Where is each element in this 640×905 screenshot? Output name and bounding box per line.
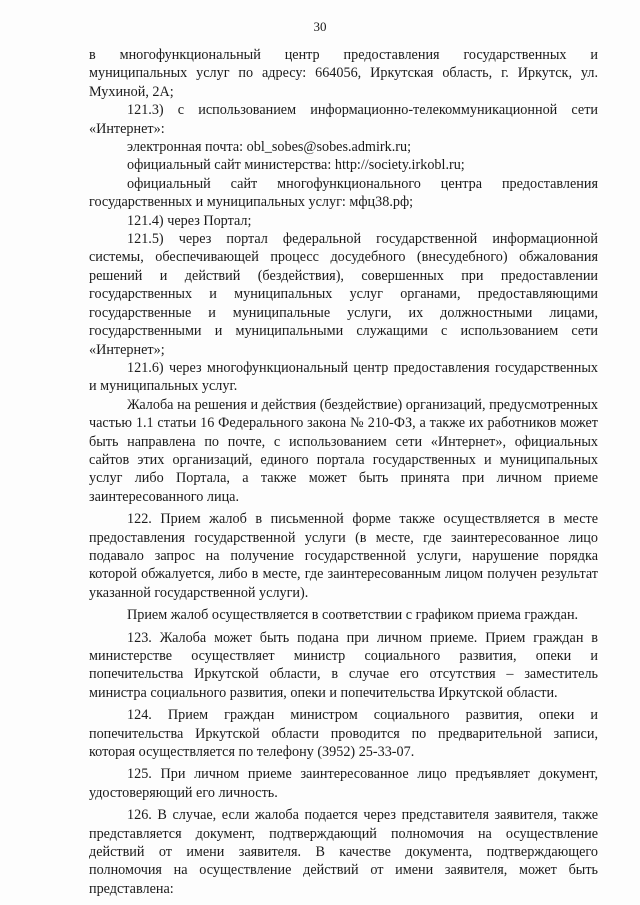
paragraph-email: электронная почта: obl_sobes@sobes.admirk.ru; — [127, 139, 412, 156]
paragraph-schedule: Прием жалоб осуществляется в соответствии с графиком приема граждан. — [127, 607, 579, 624]
paragraph-121-4: 121.4) через Портал; — [127, 212, 252, 229]
paragraph-124: 124. Прием граждан министром социального развития, опеки и попечительства Иркутской области проводится по предварительной записи, которая осуществляется по телефону (3952) 25-33-07. — [89, 707, 598, 761]
paragraph-121-3: 121.3) с использованием информационно-телекоммуникационной сети «Интернет»: — [89, 102, 598, 137]
page-number: 30 — [313, 19, 327, 34]
paragraph-complaint-organizations: Жалоба на решения и действия (бездействие) организаций, предусмотренных частью 1.1 статьи 16 Федерального закона № 210-ФЗ, а также их работников может быть направлена по почте, с использованием сети «Интернет», официальных сайтов этих организаций, единого портала государственных и муниципальных услуг либо Портала, а также может быть принята при личном приеме заинтересованного лица. — [89, 396, 598, 505]
paragraph-126: 126. В случае, если жалоба подается через представителя заявителя, также представляется документ, подтверждающий полномочия на осуществление действий от имени заявителя. В качестве документа, подтверждающего полномочия на осуществление действий от имени заявителя, может быть представлена: — [89, 807, 598, 897]
paragraph-123: 123. Жалоба может быть подана при личном приеме. Прием граждан в министерстве осуществляет министр социального развития, опеки и попечительства Иркутской области, в случае его отсутствия – заместитель министра социального развития, опеки и попечительства Иркутской области. — [89, 629, 598, 701]
paragraph-125: 125. При личном приеме заинтересованное лицо предъявляет документ, удостоверяющий его личность. — [89, 766, 598, 801]
paragraph-ministry-site: официальный сайт министерства: http://society.irkobl.ru; — [127, 157, 465, 174]
paragraph-121-6: 121.6) через многофункциональный центр предоставления государственных и муниципальных услуг. — [89, 359, 598, 395]
paragraph-121-5: 121.5) через портал федеральной государственной информационной системы, обеспечивающей процесс досудебного (внесудебного) обжалования решений и действий (бездействия), совершенных при предоставлении государственных и муниципальных услуг органами, предоставляющими государственные и муниципальные услуги, их должностными лицами, государственными и муниципальными служащими с использованием сети «Интернет»; — [89, 231, 598, 358]
paragraph-mfc-site: официальный сайт многофункционального центра предоставления государственных и муниципальных услуг: мфц38.рф; — [89, 175, 598, 211]
paragraph-mfc-address: в многофункциональный центр предоставления государственных и муниципальных услуг по адресу: 664056, Иркутская область, г. Иркутск, ул. Мухиной, 2А; — [89, 47, 598, 100]
paragraph-122: 122. Прием жалоб в письменной форме также осуществляется в месте предоставления государственной услуги (в месте, где заинтересованное лицо подавало запрос на получение государственной услуги, нарушение порядка которой обжалуется, либо в месте, где заинтересованным лицом получен результат указанной государственной услуги). — [89, 511, 598, 601]
document-body — [89, 46, 598, 898]
